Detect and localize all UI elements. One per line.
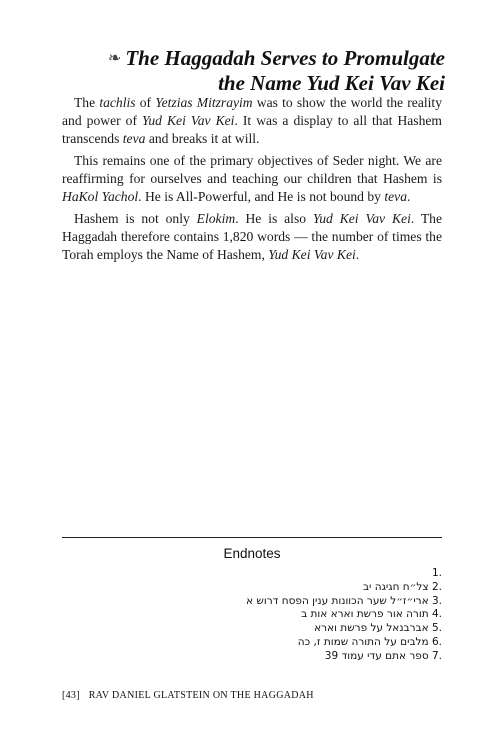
body-text [62,94,442,268]
text-run: . [355,247,360,262]
italic-term: Yud Kei Vav Kei [268,247,356,262]
italic-term: HaKol Yachol [62,189,139,204]
italic-term: Yud Kei Vav Kei [142,113,235,128]
section-heading [45,46,445,96]
paragraph [62,94,442,148]
text-run: of [135,95,156,110]
italic-term: Yud Kei Vav Kei [312,211,411,226]
fleuron-ornament-icon: ❧ [107,50,122,67]
paragraph [62,152,442,206]
italic-term: teva [384,189,408,204]
heading-line-2: the Name Yud Kei Vav Kei [218,71,445,95]
endnote-item: .1 [431,567,442,579]
italic-term: teva [122,131,146,146]
page-number: [43] [62,690,80,701]
endnotes-list [62,567,442,664]
running-title: RAV DANIEL GLATSTEIN ON THE HAGGADAH [88,690,314,701]
italic-term: Yetzias Mitzrayim [155,95,253,110]
italic-term: tachlis [99,95,136,110]
heading-line-1 [45,46,445,71]
text-run: . He is All-Powerful, and He is not bound by [138,189,385,204]
text-run: was to show the world the reality and power of [62,95,442,128]
endnote-item: .7 ספר אתם עדי עמוד 39 [324,649,442,662]
text-run: . [407,189,411,204]
text-run: The [74,95,100,110]
text-run: This remains one of the primary objectives of Seder night. We are reaffirming for ourselves and teaching our children that Hashem is [62,153,442,186]
endnote-item: .6 מלבים על התורה שמות ז, כה [297,635,442,648]
italic-term: Elokim [196,211,236,226]
text-run: Hashem is not only [74,211,197,226]
endnotes-divider [62,537,442,538]
endnote-item: .4 תורה אור פרשת וארא אות ב [301,608,442,621]
endnote-item: .5 אברבנאל על פרשת וארא [314,622,442,635]
page-footer [62,690,442,701]
endnote-item: .2 צל״ח חגיגה יב [362,580,442,593]
heading-text-1: The Haggadah Serves to Promulgate [125,46,445,70]
text-run: and breaks it at will. [145,131,260,146]
text-run: . He is also [235,211,313,226]
endnotes-title: Endnotes [223,546,281,561]
paragraph [62,210,442,264]
text-run: . It was a display to all that Hashem transcends [62,113,442,146]
text-run: . The Haggadah therefore contains 1,820 words — the number of times the Torah employs the Name of Hashem, [62,211,443,262]
endnote-item: .3 ארי״ז״ל שער הכוונות ענין הפסח דרוש א [246,594,442,607]
